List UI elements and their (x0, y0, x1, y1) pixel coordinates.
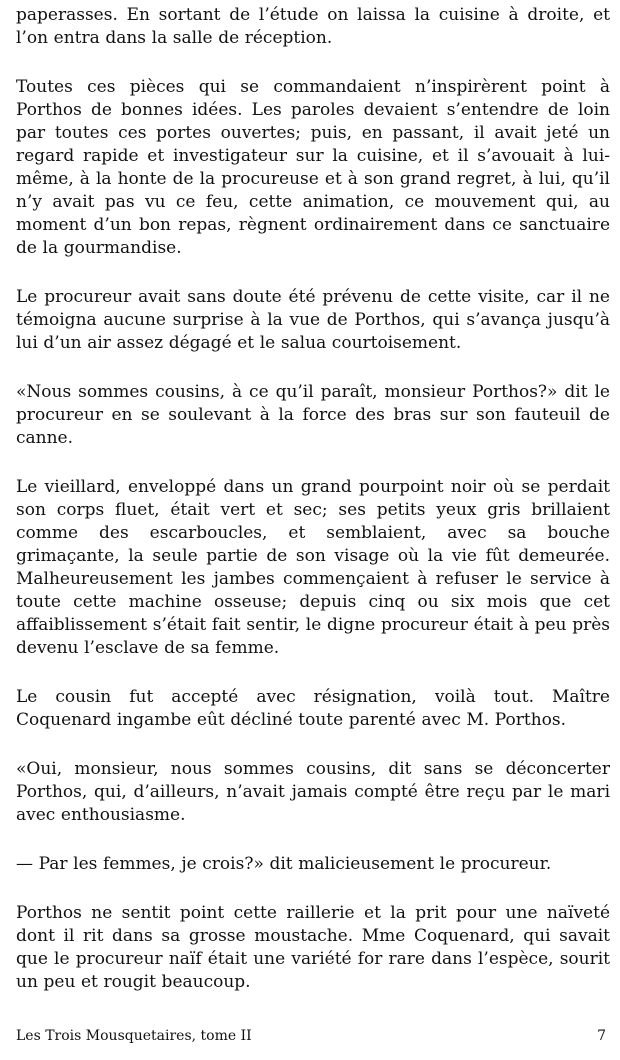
paragraph-1: paperasses. En sortant de l’étude on laissa la cuisine à droite, et l’on entra dans la salle de réception. (16, 5, 610, 48)
page-body (16, 0, 610, 1020)
footer-book-title: Les Trois Mousquetaires, tome II (16, 1028, 252, 1044)
paragraph-8: — Par les femmes, je crois?» dit malicieusement le procureur. (16, 854, 552, 874)
paragraph-7: «Oui, monsieur, nous sommes cousins, dit sans se déconcerter Porthos, qui, d’ailleurs, n’avait jamais compté être reçu par le mari avec enthousiasme. (16, 759, 610, 825)
paragraph-5: Le vieillard, enveloppé dans un grand pourpoint noir où se perdait son corps fluet, était vert et sec; ses petits yeux gris brillaient comme des escarboucles, et semblaient, avec sa bouche grimaçante, la seule partie de son visage où la vie fût demeurée. Malheureusement les jambes commençaient à refuser le service à toute cette machine osseuse; depuis cinq ou six mois que cet affaiblissement s’était fait sentir, le digne procureur était à peu près devenu l’esclave de sa femme. (16, 477, 610, 658)
paragraph-2: Toutes ces pièces qui se commandaient n’inspirèrent point à Porthos de bonnes idées. Les paroles devaient s’entendre de loin par toutes ces portes ouvertes; puis, en passant, il avait jeté un regard rapide et investigateur sur la cuisine, et il s’avouait à lui-même, à la honte de la procureuse et à son grand regret, à lui, qu’il n’y avait pas vu ce feu, cette animation, ce mouvement qui, au moment d’un bon repas, règnent ordinairement dans ce sanctuaire de la gourmandise. (16, 77, 610, 258)
paragraph-6: Le cousin fut accepté avec résignation, voilà tout. Maître Coquenard ingambe eût décliné toute parenté avec M. Porthos. (16, 687, 610, 730)
footer-page-number: 7 (597, 1028, 606, 1044)
paragraph-4: «Nous sommes cousins, à ce qu’il paraît, monsieur Porthos?» dit le procureur en se soulevant à la force des bras sur son fauteuil de canne. (16, 382, 610, 448)
page-footer (16, 1028, 606, 1044)
paragraph-3: Le procureur avait sans doute été prévenu de cette visite, car il ne témoigna aucune surprise à la vue de Porthos, qui s’avança jusqu’à lui d’un air assez dégagé et le salua courtoisement. (16, 287, 610, 353)
paragraph-9: Porthos ne sentit point cette raillerie et la prit pour une naïveté dont il rit dans sa grosse moustache. Mme Coquenard, qui savait que le procureur naïf était une variété for rare dans l’espèce, sourit un peu et rougit beaucoup. (16, 903, 610, 992)
